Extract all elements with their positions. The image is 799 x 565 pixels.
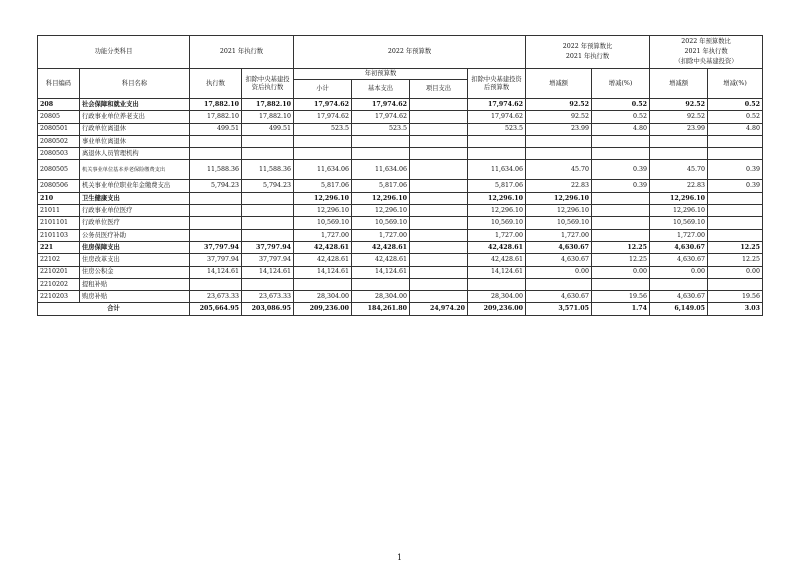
cell-name: 行政单位离退休 [80,123,190,135]
total-exec-excl: 203,086.95 [242,303,294,315]
cell-project [410,266,468,278]
cell-inc-pct: 0.52 [592,99,650,111]
cell-project [410,192,468,204]
cell-project [410,180,468,192]
header-cmp-excl-line3: （扣除中央基建投资） [674,58,738,65]
cell-inc-pct-2 [708,217,763,229]
header-project-exp: 项目支出 [410,80,468,99]
cell-inc-pct: 19.56 [592,291,650,303]
header-subj-name: 科目名称 [80,69,190,99]
cell-basic: 17,974.62 [352,111,410,123]
cell-exec-excl [242,217,294,229]
cell-inc-pct-2 [708,192,763,204]
cell-code: 2080506 [38,180,80,192]
cell-exec [190,229,242,241]
cell-exec: 499.51 [190,123,242,135]
cell-exec-excl [242,205,294,217]
cell-inc-amt: 4,630.67 [526,291,592,303]
cell-name: 购房补贴 [80,291,190,303]
cell-subtotal: 42,428.61 [294,254,352,266]
cell-code: 221 [38,241,80,253]
header-subtotal: 小计 [294,80,352,99]
table-row [38,291,763,303]
cell-name: 事业单位离退休 [80,135,190,147]
total-label: 合计 [38,303,190,315]
header-basic-exp: 基本支出 [352,80,410,99]
cell-inc-amt-2 [650,148,708,160]
cell-basic: 14,124.61 [352,266,410,278]
cell-budget-excl: 42,428.61 [468,241,526,253]
table-row [38,266,763,278]
cell-exec: 17,882.10 [190,111,242,123]
cell-inc-pct-2: 0.39 [708,180,763,192]
cell-exec: 23,673.33 [190,291,242,303]
cell-budget-excl [468,135,526,147]
cell-subtotal: 17,974.62 [294,111,352,123]
cell-inc-amt-2 [650,135,708,147]
cell-exec-excl: 37,797.94 [242,241,294,253]
cell-basic: 1,727.00 [352,229,410,241]
cell-inc-amt-2 [650,278,708,290]
table-row [38,160,763,180]
cell-name: 卫生健康支出 [80,192,190,204]
cell-subtotal: 14,124.61 [294,266,352,278]
cell-subtotal [294,135,352,147]
cell-exec [190,148,242,160]
table-row [38,241,763,253]
budget-table [37,35,763,316]
cell-code: 2210201 [38,266,80,278]
cell-inc-pct-2 [708,135,763,147]
cell-inc-pct-2 [708,278,763,290]
cell-budget-excl: 5,817.06 [468,180,526,192]
header-cmp-exec [526,36,650,69]
cell-budget-excl: 12,296.10 [468,192,526,204]
cell-exec: 14,124.61 [190,266,242,278]
cell-inc-pct: 0.39 [592,160,650,180]
cell-exec-excl: 17,882.10 [242,99,294,111]
cell-budget-excl: 42,428.61 [468,254,526,266]
cell-basic [352,278,410,290]
header-budget-after-excl: 扣除中央基建投资后预算数 [468,69,526,99]
cell-exec-excl: 17,882.10 [242,111,294,123]
table-row [38,99,763,111]
table-row [38,278,763,290]
cell-inc-pct [592,278,650,290]
total-inc-pct: 1.74 [592,303,650,315]
cell-budget-excl: 17,974.62 [468,99,526,111]
cell-basic [352,148,410,160]
cell-budget-excl [468,278,526,290]
cell-name: 行政单位医疗 [80,217,190,229]
cell-code: 20805 [38,111,80,123]
cell-inc-amt-2: 23.99 [650,123,708,135]
cell-inc-pct-2: 0.39 [708,160,763,180]
cell-exec-excl [242,148,294,160]
cell-subtotal: 10,569.10 [294,217,352,229]
cell-code: 2101101 [38,217,80,229]
cell-exec-excl [242,135,294,147]
cell-name: 行政事业单位养老支出 [80,111,190,123]
page-number: 1 [396,553,403,562]
cell-exec: 5,794.23 [190,180,242,192]
cell-name: 住房保障支出 [80,241,190,253]
cell-subtotal [294,148,352,160]
cell-basic: 11,634.06 [352,160,410,180]
cell-code: 2080505 [38,160,80,180]
cell-inc-amt [526,135,592,147]
cell-inc-pct-2: 0.52 [708,111,763,123]
table-row [38,135,763,147]
cell-code: 208 [38,99,80,111]
cell-project [410,278,468,290]
header-cmp-excl-line2: 2021 年执行数 [684,48,728,55]
cell-inc-pct [592,217,650,229]
cell-exec-excl [242,278,294,290]
cell-name: 行政事业单位医疗 [80,205,190,217]
cell-inc-pct-2: 19.56 [708,291,763,303]
cell-basic: 12,296.10 [352,205,410,217]
header-increase-pct-2: 增减(%) [708,69,763,99]
header-row-1 [38,36,763,69]
cell-subtotal: 1,727.00 [294,229,352,241]
cell-exec [190,135,242,147]
cell-exec-excl: 5,794.23 [242,180,294,192]
cell-name: 离退休人员管理机构 [80,148,190,160]
header-exec-after-excl: 扣除中央基建投资后执行数 [242,69,294,99]
cell-exec: 11,588.36 [190,160,242,180]
cell-subtotal: 42,428.61 [294,241,352,253]
cell-project [410,111,468,123]
total-subtotal: 209,236.00 [294,303,352,315]
cell-exec-excl: 37,797.94 [242,254,294,266]
cell-inc-pct: 12.25 [592,254,650,266]
cell-exec-excl: 11,588.36 [242,160,294,180]
cell-inc-pct-2: 12.25 [708,241,763,253]
cell-inc-amt-2: 4,630.67 [650,254,708,266]
cell-exec [190,205,242,217]
cell-name: 公务员医疗补助 [80,229,190,241]
table-row [38,111,763,123]
header-func-class: 功能分类科目 [38,36,190,69]
cell-name: 机关事业单位职业年金缴费支出 [80,180,190,192]
cell-code: 22102 [38,254,80,266]
cell-inc-amt: 4,630.67 [526,241,592,253]
cell-exec [190,192,242,204]
cell-inc-amt: 92.52 [526,99,592,111]
header-budget-2022: 2022 年预算数 [294,36,526,69]
cell-inc-amt: 22.83 [526,180,592,192]
cell-budget-excl: 1,727.00 [468,229,526,241]
cell-budget-excl: 11,634.06 [468,160,526,180]
cell-code: 2210203 [38,291,80,303]
cell-inc-amt-2: 12,296.10 [650,192,708,204]
cell-project [410,217,468,229]
cell-budget-excl: 12,296.10 [468,205,526,217]
cell-name: 机关事业单位基本养老保险缴费支出 [80,160,190,180]
cell-inc-pct [592,205,650,217]
cell-inc-pct [592,135,650,147]
cell-subtotal: 17,974.62 [294,99,352,111]
header-cmp-exec-line2: 2021 年执行数 [565,53,610,60]
cell-inc-amt-2: 4,630.67 [650,291,708,303]
cell-basic: 10,569.10 [352,217,410,229]
header-row-2 [38,69,763,80]
table-row [38,205,763,217]
cell-inc-pct: 0.39 [592,180,650,192]
cell-code: 2210202 [38,278,80,290]
header-cmp-excl-line1: 2022 年预算数比 [681,38,731,45]
cell-basic: 12,296.10 [352,192,410,204]
cell-inc-amt-2: 12,296.10 [650,205,708,217]
table-row [38,180,763,192]
header-increase-amt: 增减额 [526,69,592,99]
header-exec: 执行数 [190,69,242,99]
cell-code: 2080501 [38,123,80,135]
total-inc-amt: 3,571.05 [526,303,592,315]
cell-code: 2101103 [38,229,80,241]
cell-exec [190,278,242,290]
cell-inc-pct-2: 12.25 [708,254,763,266]
cell-inc-pct [592,229,650,241]
cell-exec-excl: 23,673.33 [242,291,294,303]
cell-project [410,123,468,135]
cell-inc-amt-2: 1,727.00 [650,229,708,241]
cell-inc-amt-2: 22.83 [650,180,708,192]
cell-project [410,254,468,266]
cell-inc-pct-2: 0.00 [708,266,763,278]
cell-inc-amt-2: 0.00 [650,266,708,278]
cell-budget-excl: 14,124.61 [468,266,526,278]
cell-inc-amt: 0.00 [526,266,592,278]
cell-inc-pct: 0.00 [592,266,650,278]
cell-inc-amt: 12,296.10 [526,192,592,204]
cell-subtotal [294,278,352,290]
cell-basic [352,135,410,147]
cell-exec-excl: 14,124.61 [242,266,294,278]
cell-exec: 37,797.94 [190,241,242,253]
table-row [38,254,763,266]
cell-inc-amt-2: 45.70 [650,160,708,180]
cell-basic: 17,974.62 [352,99,410,111]
cell-exec-excl: 499.51 [242,123,294,135]
cell-inc-pct [592,148,650,160]
cell-exec: 37,797.94 [190,254,242,266]
cell-project [410,205,468,217]
cell-name: 住房公积金 [80,266,190,278]
cell-subtotal: 28,304.00 [294,291,352,303]
header-exec-2021: 2021 年执行数 [190,36,294,69]
cell-exec [190,217,242,229]
cell-project [410,148,468,160]
cell-inc-amt: 10,569.10 [526,217,592,229]
cell-project [410,229,468,241]
cell-project [410,241,468,253]
cell-inc-amt: 4,630.67 [526,254,592,266]
cell-code: 2080503 [38,148,80,160]
cell-inc-amt: 92.52 [526,111,592,123]
cell-project [410,160,468,180]
cell-inc-amt: 45.70 [526,160,592,180]
cell-subtotal: 11,634.06 [294,160,352,180]
header-cmp-excl [650,36,763,69]
cell-inc-amt-2: 10,569.10 [650,217,708,229]
cell-inc-amt [526,148,592,160]
cell-budget-excl: 523.5 [468,123,526,135]
cell-inc-amt-2: 92.52 [650,99,708,111]
cell-inc-pct: 0.52 [592,111,650,123]
cell-budget-excl: 17,974.62 [468,111,526,123]
header-cmp-exec-line1: 2022 年预算数比 [562,43,613,50]
cell-inc-amt: 23.99 [526,123,592,135]
total-exec: 205,664.95 [190,303,242,315]
cell-inc-pct-2 [708,205,763,217]
cell-inc-amt: 12,296.10 [526,205,592,217]
cell-code: 2080502 [38,135,80,147]
cell-budget-excl [468,148,526,160]
cell-inc-pct: 12.25 [592,241,650,253]
cell-code: 21011 [38,205,80,217]
cell-code: 210 [38,192,80,204]
cell-basic: 5,817.06 [352,180,410,192]
cell-inc-pct: 4.80 [592,123,650,135]
table-row [38,148,763,160]
table-row [38,229,763,241]
cell-project [410,135,468,147]
cell-project [410,99,468,111]
cell-project [410,291,468,303]
header-subj-code: 科目编码 [38,69,80,99]
cell-inc-amt [526,278,592,290]
total-row [38,303,763,315]
table-row [38,192,763,204]
total-basic: 184,261.80 [352,303,410,315]
cell-budget-excl: 28,304.00 [468,291,526,303]
cell-subtotal: 12,296.10 [294,205,352,217]
cell-inc-pct [592,192,650,204]
header-increase-amt-2: 增减额 [650,69,708,99]
total-inc-pct-2: 3.03 [708,303,763,315]
cell-basic: 28,304.00 [352,291,410,303]
cell-inc-pct-2: 0.52 [708,99,763,111]
cell-budget-excl: 10,569.10 [468,217,526,229]
total-inc-amt-2: 6,149.05 [650,303,708,315]
table-body [38,99,763,303]
cell-exec-excl [242,192,294,204]
cell-subtotal: 523.5 [294,123,352,135]
cell-inc-amt: 1,727.00 [526,229,592,241]
total-budget-excl: 209,236.00 [468,303,526,315]
header-initial-budget: 年初预算数 [294,69,468,80]
cell-basic: 42,428.61 [352,254,410,266]
cell-basic: 523.5 [352,123,410,135]
cell-exec: 17,882.10 [190,99,242,111]
cell-inc-amt-2: 4,630.67 [650,241,708,253]
cell-name: 社会保障和就业支出 [80,99,190,111]
table-row [38,217,763,229]
cell-inc-amt-2: 92.52 [650,111,708,123]
cell-inc-pct-2 [708,229,763,241]
cell-basic: 42,428.61 [352,241,410,253]
cell-inc-pct-2: 4.80 [708,123,763,135]
cell-exec-excl [242,229,294,241]
cell-subtotal: 5,817.06 [294,180,352,192]
header-increase-pct: 增减(%) [592,69,650,99]
cell-inc-pct-2 [708,148,763,160]
cell-name: 住房改革支出 [80,254,190,266]
table-row [38,123,763,135]
cell-name: 提租补贴 [80,278,190,290]
total-project: 24,974.20 [410,303,468,315]
cell-subtotal: 12,296.10 [294,192,352,204]
